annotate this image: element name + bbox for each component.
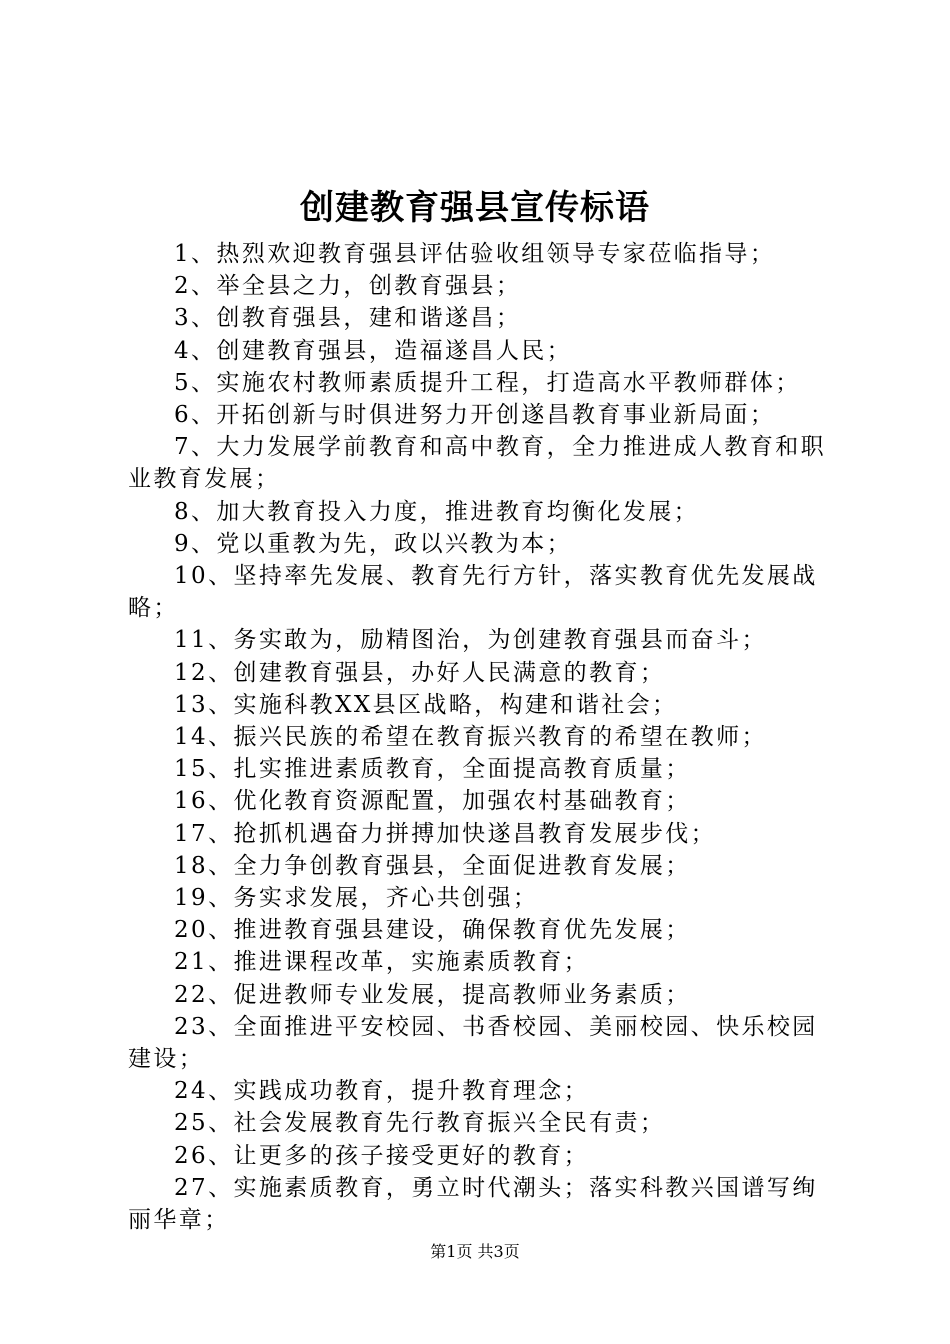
slogan-list xyxy=(128,238,838,1236)
slogan-item: 21、推进课程改革，实施素质教育； xyxy=(174,949,590,976)
document-title: 创建教育强县宣传标语 xyxy=(300,188,650,228)
slogan-item: 1、热烈欢迎教育强县评估验收组领导专家莅临指导； xyxy=(174,241,776,267)
slogan-item: 5、实施农村教师素质提升工程，打造高水平教师群体； xyxy=(174,369,801,396)
slogan-item: 9、党以重教为先，政以兴教为本； xyxy=(174,530,573,557)
slogan-item: 2、举全县之力，创教育强县； xyxy=(174,273,522,300)
slogan-item: 24、实践成功教育，提升教育理念； xyxy=(174,1078,590,1105)
slogan-item: 27、实施素质教育，勇立时代潮头；落实科教兴国谱写绚丽华章； xyxy=(128,1174,818,1234)
page-number: 第1页 共3页 xyxy=(430,1242,520,1261)
slogan-item: 3、创教育强县，建和谐遂昌； xyxy=(174,305,522,332)
slogan-item: 7、大力发展学前教育和高中教育，全力推进成人教育和职业教育发展； xyxy=(128,434,827,493)
slogan-item: 18、全力争创教育强县，全面促进教育发展； xyxy=(174,852,691,879)
slogan-item: 20、推进教育强县建设，确保教育优先发展； xyxy=(174,917,691,944)
slogan-item: 25、社会发展教育先行教育振兴全民有责； xyxy=(174,1110,666,1137)
slogan-item: 8、加大教育投入力度，推进教育均衡化发展； xyxy=(174,498,700,525)
slogan-item: 19、务实求发展，齐心共创强； xyxy=(174,885,539,912)
slogan-item: 17、抢抓机遇奋力拼搏加快遂昌教育发展步伐； xyxy=(174,820,717,847)
slogan-item: 10、坚持率先发展、教育先行方针，落实教育优先发展战略； xyxy=(128,563,818,622)
slogan-item: 4、创建教育强县，造福遂昌人民； xyxy=(174,337,573,364)
slogan-item: 26、让更多的孩子接受更好的教育； xyxy=(174,1142,590,1169)
slogan-item: 23、全面推进平安校园、书香校园、美丽校园、快乐校园建设； xyxy=(128,1013,818,1073)
slogan-item: 15、扎实推进素质教育，全面提高教育质量； xyxy=(174,756,691,783)
slogan-item: 11、务实敢为，励精图治，为创建教育强县而奋斗； xyxy=(174,627,767,654)
slogan-item: 22、促进教师专业发展，提高教师业务素质； xyxy=(174,981,691,1008)
slogan-item: 13、实施科教XX县区战略，构建和谐社会； xyxy=(174,691,678,718)
slogan-item: 14、振兴民族的希望在教育振兴教育的希望在教师； xyxy=(174,724,767,751)
slogan-item: 16、优化教育资源配置，加强农村基础教育； xyxy=(174,788,691,815)
slogan-item: 12、创建教育强县，办好人民满意的教育； xyxy=(174,659,666,686)
slogan-item: 6、开拓创新与时俱进努力开创遂昌教育事业新局面； xyxy=(174,402,776,429)
